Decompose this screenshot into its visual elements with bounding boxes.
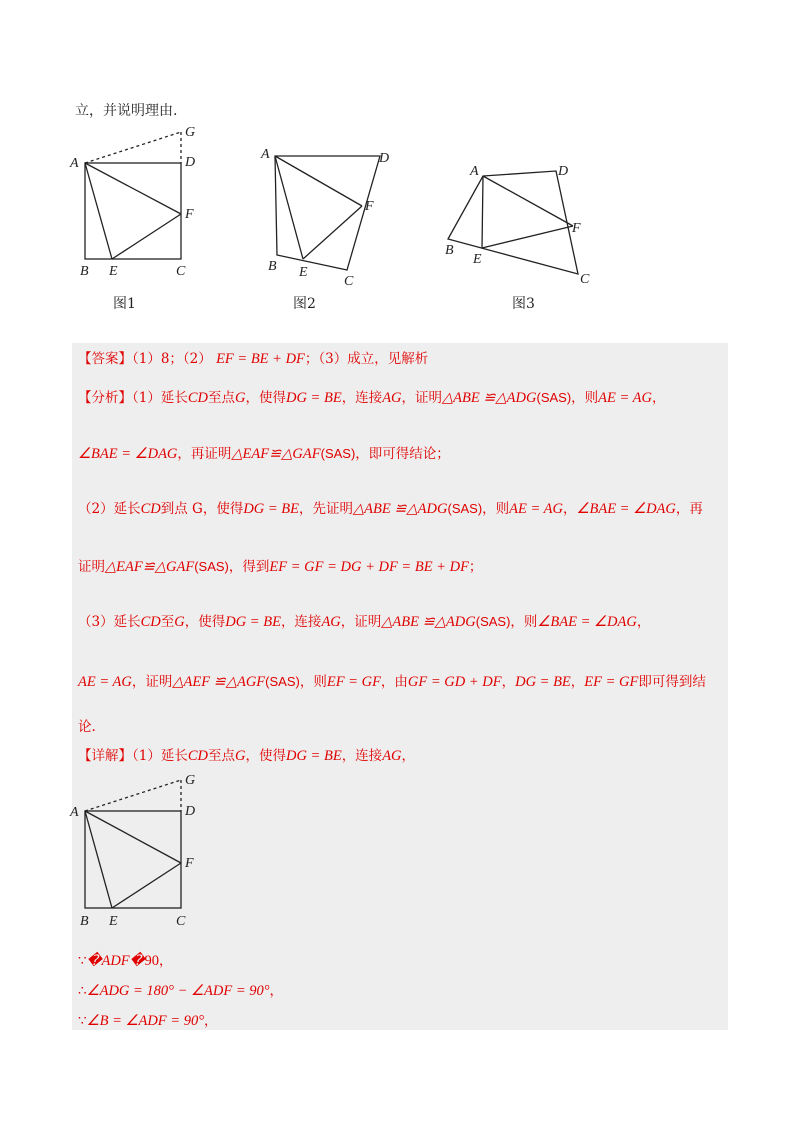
label-c: C (580, 272, 590, 287)
label-g: G (185, 125, 196, 140)
label-d: D (379, 151, 390, 166)
segment-af (483, 176, 573, 226)
analysis-line-1: 【分析】（1）延长CD至点G，使得DG = BE，连接AG，证明△ABE ≌△ADG(SAS)，则AE = AG， (78, 390, 666, 406)
label-b: B (80, 914, 89, 929)
answer-line: 【答案】（1）8；（2） EF = BE + DF；（3）成立，见解析 (78, 351, 429, 367)
analysis-line-4: 证明△EAF≌△GAF(SAS)，得到EF = GF = DG + DF = BE + DF； (78, 559, 483, 575)
detail-step-2: ∴∠ADG = 180° − ∠ADF = 90°， (78, 983, 284, 999)
analysis-line-7: 论. (78, 719, 96, 735)
label-c: C (176, 264, 186, 279)
figure-4 (60, 768, 210, 933)
label-d: D (185, 804, 196, 819)
label-a: A (261, 147, 270, 162)
figure-1 (60, 118, 210, 288)
label-g: G (185, 773, 196, 788)
segment-ae (85, 811, 112, 908)
detail-step-1: ∵�ADF�90， (78, 953, 173, 969)
label-c: C (344, 274, 354, 289)
figure-3-caption: 图3 (512, 296, 535, 312)
label-a: A (70, 156, 79, 171)
analysis-line-6: AE = AG，证明△AEF ≌△AGF(SAS)，则EF = GF，由GF = GD + DF，DG = BE，EF = GF即可得到结 (78, 674, 706, 690)
dashed-ag (85, 132, 181, 163)
label-f: F (185, 856, 194, 871)
label-e: E (473, 252, 482, 267)
dashed-ag (85, 780, 181, 811)
figure-3 (440, 158, 600, 288)
figure-2 (255, 140, 395, 290)
segment-ef (482, 226, 573, 248)
analysis-line-3: （2）延长CD到点 G，使得DG = BE，先证明△ABE ≌△ADG(SAS)，则AE = AG，∠BAE = ∠DAG，再 (78, 501, 703, 517)
segment-ef (112, 214, 181, 259)
segment-ae (85, 163, 112, 259)
segment-af (275, 156, 362, 206)
segment-af (85, 811, 181, 863)
label-b: B (445, 243, 454, 258)
label-b: B (268, 259, 277, 274)
label-d: D (558, 164, 569, 179)
analysis-line-5: （3）延长CD至G，使得DG = BE，连接AG，证明△ABE ≌△ADG(SAS)，则∠BAE = ∠DAG， (78, 614, 651, 630)
figure-1-caption: 图1 (113, 296, 136, 312)
label-b: B (80, 264, 89, 279)
label-f: F (185, 207, 194, 222)
label-e: E (109, 914, 118, 929)
label-d: D (185, 155, 196, 170)
label-e: E (299, 265, 308, 280)
square-abcd (85, 811, 181, 908)
label-a: A (470, 164, 479, 179)
intro-text: 立，并说明理由. (75, 103, 178, 119)
label-f: F (572, 221, 581, 236)
analysis-line-2: ∠BAE = ∠DAG，再证明△EAF≌△GAF(SAS)，即可得结论； (78, 446, 450, 462)
segment-ef (112, 863, 181, 908)
label-a: A (70, 805, 79, 820)
segment-ae (482, 176, 483, 248)
figure-2-caption: 图2 (293, 296, 316, 312)
segment-af (85, 163, 181, 214)
detail-line-1: 【详解】（1）延长CD至点G，使得DG = BE，连接AG， (78, 748, 416, 764)
quadrilateral-abcd (448, 171, 578, 274)
label-e: E (109, 264, 118, 279)
label-f: F (365, 199, 374, 214)
segment-ae (275, 156, 303, 259)
label-c: C (176, 914, 186, 929)
detail-step-3: ∵∠B = ∠ADF = 90°， (78, 1013, 218, 1029)
